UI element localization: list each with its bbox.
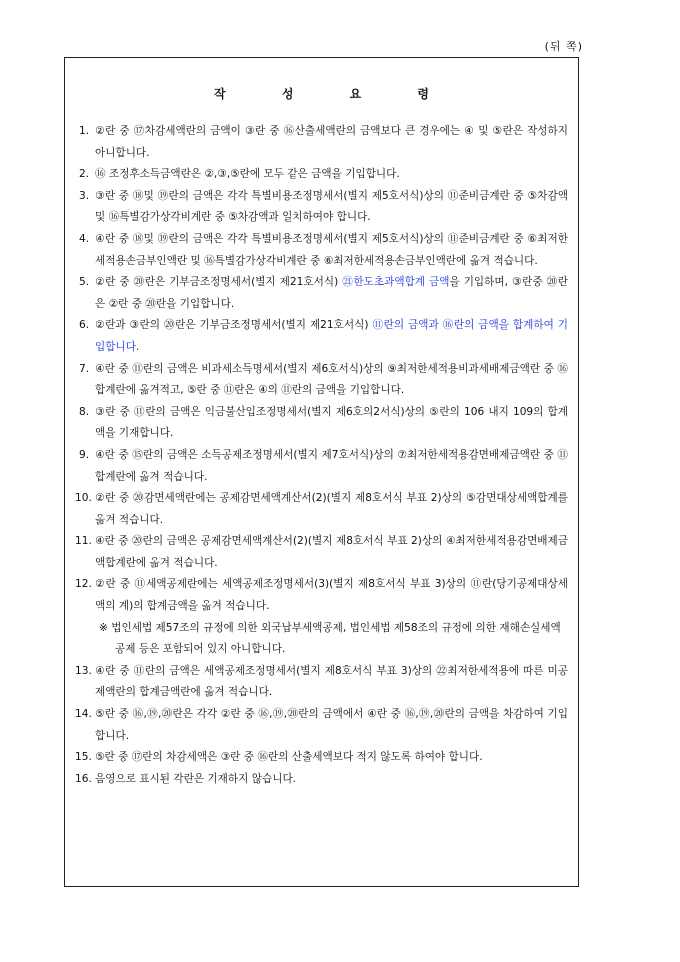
instruction-number: 14. — [75, 708, 92, 721]
instruction-number: 5. — [79, 276, 90, 289]
instruction-text: ③란 중 ⑱및 ⑲란의 금액은 각각 특별비용조정명세서(별지 제5호서식)상의 ⑪준비금계란 중 ⑤차감액 및 ⑯특별감가상각비계란 중 ⑤차감액과 일치하여야 합니다. — [95, 189, 568, 224]
instruction-item — [75, 747, 568, 769]
instruction-item — [75, 704, 568, 747]
instruction-note: ※ 법인세법 제57조의 규정에 의한 외국납부세액공제, 법인세법 제58조의 규정에 의한 재해손실세액공제 등은 포함되어 있지 아니합니다. — [99, 621, 561, 656]
instruction-item — [75, 531, 568, 574]
instruction-number: 7. — [79, 362, 90, 375]
instruction-item — [75, 574, 568, 617]
instruction-text: 을 기입하며, ③란중 ⑳란은 ②란 중 ⑳란을 기입합니다. — [95, 276, 568, 310]
instruction-text: ⑤란 중 ⑯,⑲,⑳란은 각각 ②란 중 ⑯,⑲,⑳란의 금액에서 ④란 중 ⑯,⑲,⑳란의 금액을 차감하여 기입합니다. — [95, 708, 568, 742]
instruction-number: 1. — [79, 125, 90, 137]
instruction-highlight-text: ㉑한도초과액합계 금액 — [342, 276, 450, 289]
instruction-text: ④란 중 ⑪란의 금액은 세액공제조정명세서(별지 제8호서식 부표 3)상의 ㉒최저한세적용에 따른 미공제액란의 합계금액란에 옮겨 적습니다. — [95, 664, 568, 699]
instruction-number: 16. — [75, 772, 92, 785]
instruction-text: ④란 중 ⑱및 ⑲란의 금액은 각각 특별비용조정명세서(별지 제5호서식)상의 ⑪준비금계란 중 ⑥최저한세적용손금부인액란 및 ⑯특별감가상각비계란 중 ⑥최저한세적용손금부인액란에 옮겨 적습니다. — [95, 232, 568, 267]
instruction-text: 음영으로 표시된 각란은 기재하지 않습니다. — [95, 772, 297, 785]
instruction-number: 2. — [79, 168, 90, 181]
instruction-item — [79, 272, 568, 315]
instruction-item — [79, 315, 568, 358]
instruction-number: 15. — [75, 751, 92, 764]
instruction-text: ④란 중 ⑪란의 금액은 비과세소득명세서(별지 제6호서식)상의 ⑨최저한세적용비과세배제금액란 중 ⑯합계란에 옮겨적고, ⑤란 중 ⑪란은 ④의 ⑪란의 금액을 기입합니다. — [95, 362, 568, 397]
instruction-text: ③란 중 ⑪란의 금액은 익금불산입조정명세서(별지 제6호의2서식)상의 ⑤란의 106 내지 109의 합계액을 기재합니다. — [95, 405, 568, 440]
instruction-number: 10. — [75, 492, 92, 505]
instruction-number: 9. — [79, 448, 90, 461]
instruction-text: ②란 중 ⑰차감세액란의 금액이 ③란 중 ⑯산출세액란의 금액보다 큰 경우에는 ④ 및 ⑤란은 작성하지 아니합니다. — [95, 125, 568, 159]
instruction-item — [79, 402, 568, 445]
instruction-item — [79, 445, 568, 488]
instruction-number: 12. — [75, 578, 92, 591]
instruction-number: 4. — [79, 232, 90, 245]
instruction-text: ②란 중 ⑳란은 기부금조정명세서(별지 제21호서식) — [95, 276, 343, 289]
instruction-highlight-text: ⑪란의 금액과 ⑯란의 금액을 합계하여 기입합니다. — [95, 319, 569, 353]
instruction-item — [75, 769, 568, 791]
instruction-item — [79, 229, 568, 272]
instruction-item — [75, 661, 568, 704]
instructions-box — [64, 57, 579, 887]
instruction-text: ②란과 ③란의 ⑳란은 기부금조정명세서(별지 제21호서식) — [95, 319, 373, 332]
instruction-item — [79, 121, 568, 164]
instruction-number: 3. — [79, 189, 90, 202]
instructions-list — [75, 121, 569, 790]
instruction-item — [79, 164, 568, 186]
instruction-number: 8. — [79, 405, 90, 418]
instruction-text: ④란 중 ⑳란의 금액은 공제감면세액계산서(2)(별지 제8호서식 부표 2)상의 ④최저한세적용감면배제금액합계란에 옮겨 적습니다. — [95, 535, 568, 569]
instruction-number: 13. — [75, 664, 92, 677]
instruction-item — [79, 359, 568, 402]
instruction-text: ⑤란 중 ⑰란의 차감세액은 ③란 중 ⑯란의 산출세액보다 적지 않도록 하여야 합니다. — [95, 751, 483, 764]
instruction-item — [79, 186, 568, 229]
instruction-item — [75, 488, 568, 531]
instruction-text: ④란 중 ⑮란의 금액은 소득공제조정명세서(별지 제7호서식)상의 ⑦최저한세적용감면배제금액란 중 ⑪합계란에 옮겨 적습니다. — [95, 448, 568, 483]
instructions-title: 작 성 요 령 — [214, 87, 455, 101]
instruction-text: ②란 중 ⑪세액공제란에는 세액공제조정명세서(3)(별지 제8호서식 부표 3)상의 ⑪란(당기공제대상세액의 계)의 합계금액을 옮겨 적습니다. — [95, 578, 568, 613]
instruction-text: ⑯ 조정후소득금액란은 ②,③,⑤란에 모두 같은 금액을 기입합니다. — [95, 168, 400, 181]
page-side-label: (뒤 쪽) — [544, 40, 583, 53]
instruction-text: ②란 중 ⑳감면세액란에는 공제감면세액계산서(2)(별지 제8호서식 부표 2)상의 ⑤감면대상세액합계를 옮겨 적습니다. — [95, 492, 568, 526]
instruction-number: 11. — [75, 535, 92, 548]
instruction-number: 6. — [79, 319, 90, 332]
